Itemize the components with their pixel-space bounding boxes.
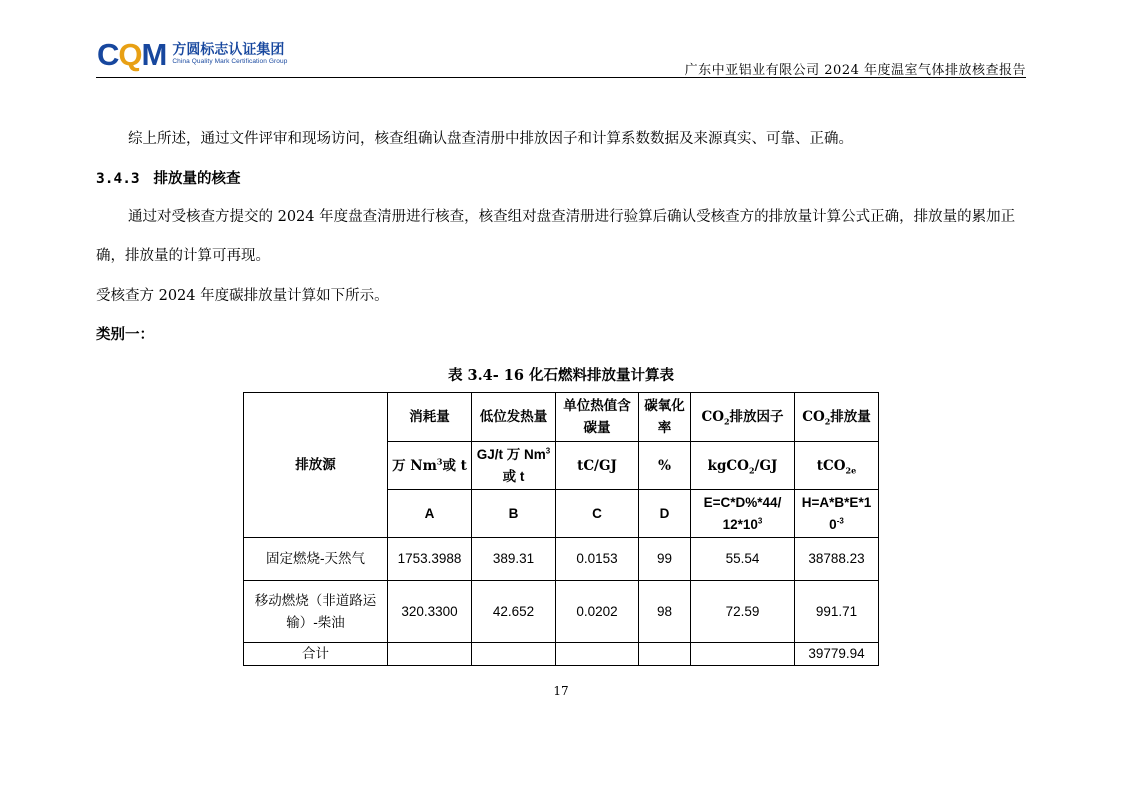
unit-oxidation-rate: % bbox=[639, 442, 691, 490]
logo-text bbox=[172, 42, 287, 66]
header-ncv: 低位发热量 bbox=[472, 393, 556, 442]
section-heading bbox=[96, 169, 1026, 189]
table-row bbox=[244, 538, 879, 581]
empty-cell bbox=[472, 643, 556, 666]
paragraph-intro: 受核查方 2024 年度碳排放量计算如下所示。 bbox=[96, 288, 389, 304]
logo-english-name: China Quality Mark Certification Group bbox=[172, 58, 288, 65]
cell-emissions: 38788.23 bbox=[795, 538, 879, 581]
letter-a: A bbox=[388, 490, 472, 538]
cell-ncv: 389.31 bbox=[472, 538, 556, 581]
emissions-table bbox=[243, 392, 879, 666]
category-label: 类别一： bbox=[96, 326, 154, 343]
header-emission-factor: $CO_2$排放因子 bbox=[691, 393, 795, 442]
logo-cqm: CQM bbox=[97, 36, 167, 72]
header-emissions: $CO_2$排放量 bbox=[795, 393, 879, 442]
formula-e: E=C*D%*44/ $12*10^3$ bbox=[691, 490, 795, 538]
letter-c: C bbox=[556, 490, 639, 538]
empty-cell bbox=[556, 643, 639, 666]
header-consumption: 消耗量 bbox=[388, 393, 472, 442]
cell-carbon-content: 0.0202 bbox=[556, 581, 639, 643]
header-carbon-content: 单位热值含碳量 bbox=[556, 393, 639, 442]
formula-h: H=A*B*E*1 $0^{-3}$ bbox=[795, 490, 879, 538]
company-logo bbox=[97, 34, 287, 74]
row-source: 固定燃烧-天然气 bbox=[244, 538, 388, 581]
cell-ncv: 42.652 bbox=[472, 581, 556, 643]
paragraph-conclusion: 综上所述，通过文件评审和现场访问，核查组确认盘查清册中排放因子和计算系数数据及来源真实、可靠、正确。 bbox=[128, 131, 853, 147]
unit-consumption: 万 Nm$^3$或 t bbox=[388, 442, 472, 490]
cell-emission-factor: 55.54 bbox=[691, 538, 795, 581]
cell-oxidation-rate: 98 bbox=[639, 581, 691, 643]
empty-cell bbox=[388, 643, 472, 666]
report-title: 广东中亚铝业有限公司 2024 年度温室气体排放核查报告 bbox=[684, 63, 1026, 78]
header-divider bbox=[96, 77, 1026, 78]
cell-consumption: 1753.3988 bbox=[388, 538, 472, 581]
header-oxidation-rate: 碳氧化率 bbox=[639, 393, 691, 442]
letter-b: B bbox=[472, 490, 556, 538]
unit-ncv: GJ/t 万 Nm$^3$或 t bbox=[472, 442, 556, 490]
letter-d: D bbox=[639, 490, 691, 538]
unit-emission-factor: kgCO$_2$/GJ bbox=[691, 442, 795, 490]
total-label: 合计 bbox=[244, 643, 388, 666]
paragraph-verification: 通过对受核查方提交的 2024 年度盘查清册进行核查，核查组对盘查清册进行验算后确认受核查方的排放量计算公式正确，排放量的累加正确，排放量的计算可再现。 bbox=[96, 209, 1016, 264]
row-source: 移动燃烧（非道路运输）-柴油 bbox=[244, 581, 388, 643]
unit-carbon-content: tC/GJ bbox=[556, 442, 639, 490]
empty-cell bbox=[639, 643, 691, 666]
header-source: 排放源 bbox=[244, 393, 388, 538]
cell-emission-factor: 72.59 bbox=[691, 581, 795, 643]
section-number: 3.4.3 bbox=[96, 171, 140, 187]
cell-emissions: 991.71 bbox=[795, 581, 879, 643]
table-row bbox=[244, 581, 879, 643]
section-title: 排放量的核查 bbox=[153, 170, 241, 187]
total-value: 39779.94 bbox=[795, 643, 879, 666]
logo-chinese-name: 方圆标志认证集团 bbox=[172, 42, 285, 58]
empty-cell bbox=[691, 643, 795, 666]
cell-carbon-content: 0.0153 bbox=[556, 538, 639, 581]
table-total-row bbox=[244, 643, 879, 666]
unit-emissions: tCO$_{2e}$ bbox=[795, 442, 879, 490]
table-title: 表 3.4- 16 化石燃料排放量计算表 bbox=[447, 367, 675, 384]
page-number: 17 bbox=[553, 684, 569, 698]
cell-oxidation-rate: 99 bbox=[639, 538, 691, 581]
cell-consumption: 320.3300 bbox=[388, 581, 472, 643]
